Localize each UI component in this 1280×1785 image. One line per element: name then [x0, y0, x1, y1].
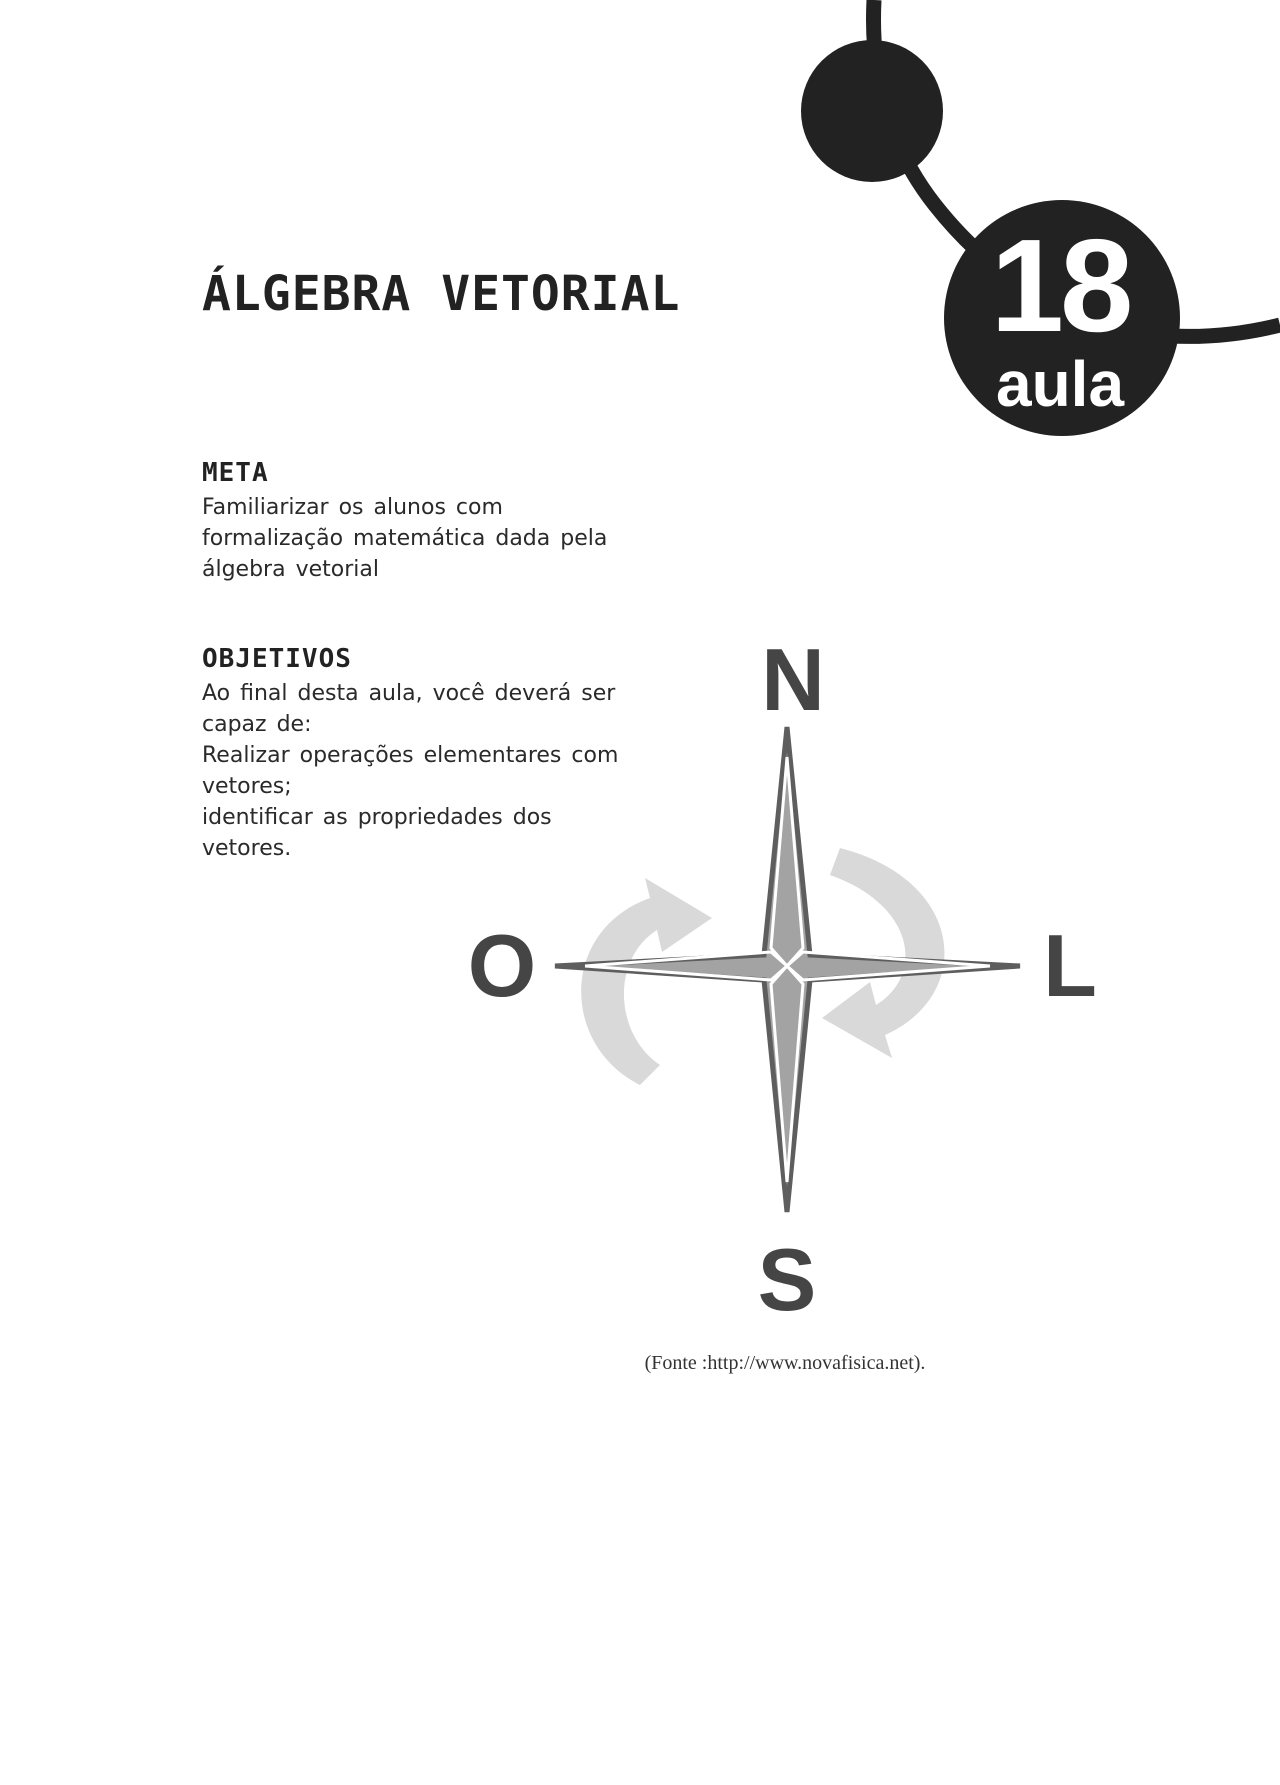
- rotation-arrow-right-icon: [822, 848, 944, 1058]
- lesson-label: aula: [995, 348, 1125, 420]
- compass-east-label: L: [1043, 916, 1097, 1015]
- figure-caption: (Fonte :http://www.novafisica.net).: [644, 1352, 926, 1374]
- meta-heading: META: [202, 458, 269, 488]
- objective-line: Ao final desta aula, você deverá ser capaz de:: [202, 681, 616, 737]
- lesson-number: 18: [990, 212, 1130, 359]
- compass-north-label: N: [761, 630, 825, 729]
- objectives-heading: OBJETIVOS: [202, 644, 352, 674]
- rotation-arrow-left-icon: [581, 878, 712, 1085]
- objective-line: Realizar operações elementares com vetores;: [202, 743, 619, 799]
- compass-south-label: S: [757, 1230, 817, 1329]
- objective-line: identificar as propriedades dos vetores.: [202, 805, 552, 861]
- page-title: ÁLGEBRA VETORIAL: [202, 266, 681, 322]
- compass-west-label: O: [467, 916, 537, 1015]
- meta-text: Familiarizar os alunos com formalização matemática dada pela álgebra vetorial: [202, 495, 608, 582]
